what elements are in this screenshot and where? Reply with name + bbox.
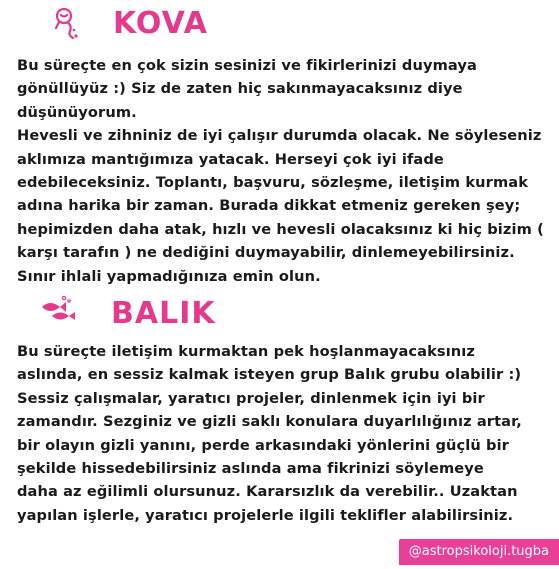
text-line: Sessiz çalışmalar, yaratıcı projeler, dinlenmek için iyi bir: [17, 389, 485, 407]
text-line: düşünüyorum.: [17, 103, 137, 121]
text-line: daha az eğilimli olursunuz. Kararsızlık da verebilir.. Uzaktan: [17, 483, 518, 501]
text-line: Bu süreçte en çok sizin sesinizi ve fikirlerinizi duymaya: [17, 57, 477, 74]
text-line: hepimizden daha atak, hızlı ve hevesli olacaksınız ki hiç bizim (: [17, 220, 544, 238]
text-line: karşı tarafın ) ne dediğini duymayabilir, dinlemeyebilirsiniz.: [17, 244, 515, 262]
text-line: edebileceksiniz. Toplantı, başvuru, sözleşme, iletişim kurmak: [17, 174, 529, 192]
pisces-icon: [38, 295, 82, 329]
balik-paragraph: [17, 340, 547, 527]
text-line: Sınır ihlali yapmadığınıza emin olun.: [17, 267, 321, 285]
text-line: aslında, en sessiz kalmak isteyen grup Balık grubu olabilir :): [17, 366, 522, 384]
text-line: yapılan işlerle, yaratıcı projelerle ilgili teklifler alabilirsiniz.: [17, 506, 514, 524]
text-line: zamandır. Sezginiz ve gizli saklı konulara duyarlılığınız artar,: [17, 413, 522, 431]
text-line: gönüllüyüz :) Siz de zaten hiç sakınmayacaksınız diye: [17, 80, 463, 98]
kova-paragraph: [17, 54, 547, 288]
balik-heading: [111, 296, 216, 331]
watermark-tag: @astropsikoloji.tugba: [399, 539, 559, 565]
text-line: şekilde hissedebilirsiniz aslında ama fikrinizi söylemeye: [17, 460, 484, 478]
text-line: Hevesli ve zihniniz de iyi çalışır durumda olacak. Ne söyleseniz: [17, 127, 542, 145]
kova-title: KOVA: [113, 6, 208, 41]
text-line: bir olayın gizli yanını, perde arkasındaki yönlerini güçlü bir: [17, 436, 509, 454]
text-line: Bu süreçte iletişim kurmaktan pek hoşlanmayacaksınız: [17, 343, 475, 360]
aquarius-icon: [52, 6, 80, 44]
text-line: adına harika bir zaman. Burada dikkat etmeniz gereken şey;: [17, 197, 521, 215]
kova-heading: [113, 6, 208, 41]
balik-title: BALIK: [111, 296, 216, 331]
text-line: aklımıza mantığımıza yatacak. Herseyi çok iyi ifade: [17, 150, 444, 168]
